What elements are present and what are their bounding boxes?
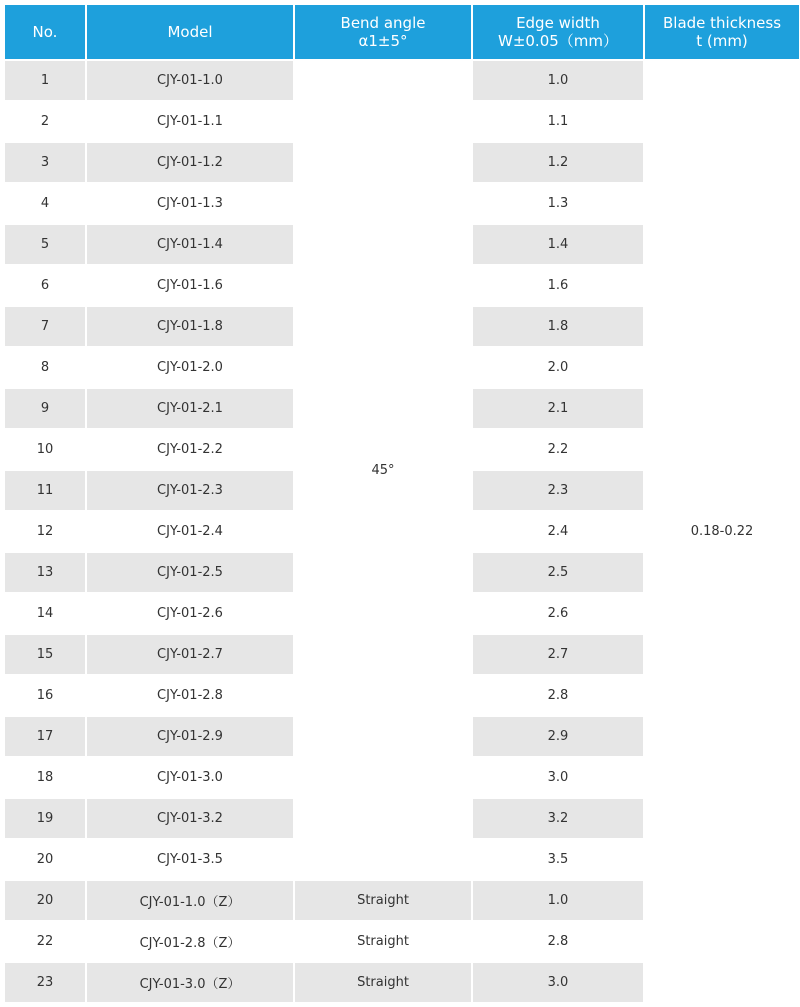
cell-no: 9 [5, 389, 85, 428]
cell-no: 22 [5, 922, 85, 961]
cell-no: 4 [5, 184, 85, 223]
header-bend-angle-label: Bend angle [340, 14, 426, 32]
cell-no: 17 [5, 717, 85, 756]
cell-edge-width: 2.6 [473, 594, 643, 633]
cell-no: 19 [5, 799, 85, 838]
cell-no: 10 [5, 430, 85, 469]
cell-no: 20 [5, 840, 85, 879]
cell-no: 2 [5, 102, 85, 141]
cell-model: CJY-01-3.0（Z） [87, 963, 293, 1002]
cell-edge-width: 2.3 [473, 471, 643, 510]
cell-model: CJY-01-1.0（Z） [87, 881, 293, 920]
cell-model: CJY-01-2.8（Z） [87, 922, 293, 961]
cell-no: 16 [5, 676, 85, 715]
cell-model: CJY-01-2.2 [87, 430, 293, 469]
cell-no: 18 [5, 758, 85, 797]
header-model: Model [87, 5, 293, 59]
cell-no: 12 [5, 512, 85, 551]
cell-edge-width: 2.8 [473, 922, 643, 961]
header-blade-thickness [645, 5, 799, 59]
cell-model: CJY-01-1.1 [87, 102, 293, 141]
cell-edge-width: 3.5 [473, 840, 643, 879]
cell-no: 14 [5, 594, 85, 633]
cell-edge-width: 2.4 [473, 512, 643, 551]
cell-model: CJY-01-1.2 [87, 143, 293, 182]
cell-edge-width: 1.8 [473, 307, 643, 346]
cell-edge-width: 2.1 [473, 389, 643, 428]
cell-no: 11 [5, 471, 85, 510]
cell-no: 5 [5, 225, 85, 264]
cell-edge-width: 1.3 [473, 184, 643, 223]
header-edge-width-label: Edge width [516, 14, 600, 32]
cell-bend-angle-merged: 45° [295, 61, 471, 879]
header-edge-width [473, 5, 643, 59]
cell-edge-width: 2.9 [473, 717, 643, 756]
cell-edge-width: 2.0 [473, 348, 643, 387]
cell-edge-width: 1.0 [473, 881, 643, 920]
cell-no: 23 [5, 963, 85, 1002]
cell-model: CJY-01-3.5 [87, 840, 293, 879]
cell-bend-angle: Straight [295, 922, 471, 961]
cell-edge-width: 1.0 [473, 61, 643, 100]
table-row [5, 61, 799, 100]
cell-no: 6 [5, 266, 85, 305]
cell-model: CJY-01-2.7 [87, 635, 293, 674]
cell-no: 1 [5, 61, 85, 100]
cell-edge-width: 1.1 [473, 102, 643, 141]
cell-model: CJY-01-1.6 [87, 266, 293, 305]
cell-bend-angle: Straight [295, 881, 471, 920]
header-bend-angle [295, 5, 471, 59]
cell-edge-width: 1.2 [473, 143, 643, 182]
cell-edge-width: 3.2 [473, 799, 643, 838]
cell-model: CJY-01-1.3 [87, 184, 293, 223]
header-no: No. [5, 5, 85, 59]
cell-no: 20 [5, 881, 85, 920]
cell-edge-width: 2.8 [473, 676, 643, 715]
cell-edge-width: 1.4 [473, 225, 643, 264]
cell-model: CJY-01-2.8 [87, 676, 293, 715]
header-bend-angle-tolerance: α1±5° [358, 32, 408, 50]
cell-edge-width: 1.6 [473, 266, 643, 305]
cell-edge-width: 2.7 [473, 635, 643, 674]
cell-model: CJY-01-2.6 [87, 594, 293, 633]
cell-bend-angle: Straight [295, 963, 471, 1002]
cell-model: CJY-01-1.0 [87, 61, 293, 100]
cell-model: CJY-01-2.5 [87, 553, 293, 592]
cell-model: CJY-01-2.1 [87, 389, 293, 428]
cell-model: CJY-01-1.4 [87, 225, 293, 264]
cell-edge-width: 3.0 [473, 963, 643, 1002]
cell-model: CJY-01-2.3 [87, 471, 293, 510]
cell-model: CJY-01-1.8 [87, 307, 293, 346]
header-row [5, 5, 799, 59]
cell-no: 15 [5, 635, 85, 674]
header-blade-thickness-label: Blade thickness [662, 14, 782, 32]
cell-no: 7 [5, 307, 85, 346]
cell-model: CJY-01-2.9 [87, 717, 293, 756]
cell-model: CJY-01-3.0 [87, 758, 293, 797]
cell-no: 13 [5, 553, 85, 592]
cell-blade-thickness-merged: 0.18-0.22 [645, 61, 799, 1002]
cell-edge-width: 3.0 [473, 758, 643, 797]
header-blade-thickness-unit: t (mm) [696, 32, 748, 50]
cell-edge-width: 2.5 [473, 553, 643, 592]
blade-spec-table [3, 3, 800, 1004]
header-edge-width-tolerance: W±0.05（mm） [497, 32, 619, 50]
cell-model: CJY-01-3.2 [87, 799, 293, 838]
cell-no: 8 [5, 348, 85, 387]
cell-model: CJY-01-2.4 [87, 512, 293, 551]
cell-no: 3 [5, 143, 85, 182]
cell-model: CJY-01-2.0 [87, 348, 293, 387]
cell-edge-width: 2.2 [473, 430, 643, 469]
